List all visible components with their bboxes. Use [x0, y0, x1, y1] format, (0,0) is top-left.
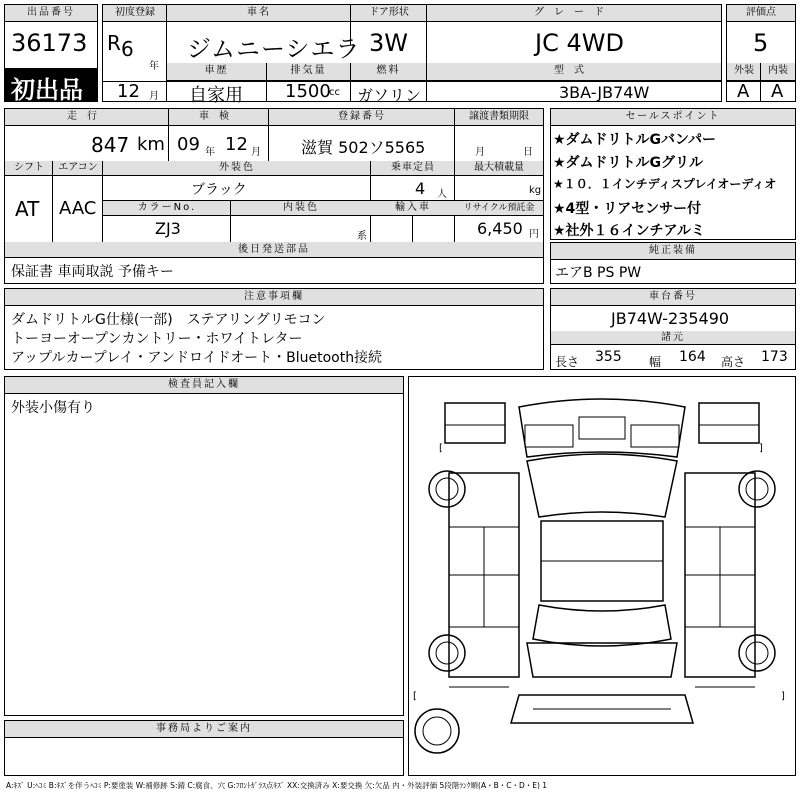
- hood-outline: [519, 399, 685, 457]
- equipment-value: エアB PS PW: [555, 265, 642, 281]
- era: R: [107, 31, 121, 55]
- equipment-box: [550, 242, 796, 284]
- score-value: 5: [753, 29, 769, 57]
- first-listing-text: 初出品: [11, 76, 83, 104]
- history-value: 自家用: [189, 85, 243, 106]
- notes-box: [4, 288, 544, 370]
- ac-value: AAC: [59, 198, 97, 219]
- length-value: 355: [595, 349, 622, 365]
- transfer-day: 日: [523, 147, 533, 158]
- score-label: 評価点: [727, 5, 795, 22]
- disp-label: 排気量: [267, 63, 350, 81]
- insp-month-unit: 月: [251, 147, 261, 158]
- length-label: 長さ: [555, 355, 580, 369]
- insp-month: 12: [225, 134, 248, 155]
- recycle-label: リサイクル預託金: [455, 201, 543, 216]
- mileage-unit: km: [137, 134, 165, 155]
- windshield-outline: [527, 454, 677, 517]
- sales-item: ★ダムドリトルGグリル: [553, 155, 704, 171]
- wheels: [415, 471, 775, 753]
- transfer-label: 譲渡書類期限: [455, 109, 543, 126]
- ext-grade: A: [737, 81, 750, 102]
- shift-value: AT: [15, 197, 40, 221]
- car-name: ジムニーシエラ: [187, 35, 361, 63]
- main-header-box: [102, 4, 722, 106]
- load-unit: kg: [529, 185, 542, 196]
- sales-item: ★ダムドリトルGバンパー: [553, 132, 717, 148]
- lot-number: 36173: [11, 29, 88, 57]
- chassis-box: [550, 288, 796, 370]
- transfer-month: 月: [475, 147, 485, 158]
- svg-text:]: ]: [759, 443, 763, 454]
- first-listing-badge: [5, 68, 97, 104]
- sales-item: ★社外１６インチアルミ: [553, 223, 705, 239]
- notes-line: ダムドリトルG仕様(一部) ステアリングリモコン: [11, 312, 326, 328]
- diagram-frame-lines: [445, 403, 759, 443]
- equipment-label: 純正装備: [551, 243, 795, 260]
- office-box: [4, 720, 404, 776]
- int-color-label: 内装色: [231, 201, 371, 216]
- lot-label: 出品番号: [5, 5, 97, 22]
- legend-text: A:ｷｽﾞ U:ﾍｺﾐ B:ｷｽﾞを伴うﾍｺﾐ P:要塗装 W:補修跡 S:錆 C:腐食、穴 G:ﾌﾛﾝﾄｶﾞﾗｽ点ｷｽﾞ XX:交換済み X:要交換 欠:欠品 内・外装評価 5段階ﾗﾝｸ順(A・B・C・D・E) 1: [6, 781, 548, 790]
- model-value: 3BA-JB74W: [559, 83, 650, 102]
- capacity-label: 乗車定員: [371, 161, 455, 176]
- plate-label: 登録番号: [269, 109, 455, 126]
- name-label: 車名: [167, 5, 351, 22]
- chassis-value: JB74W-235490: [611, 309, 730, 328]
- width-label: 幅: [649, 355, 662, 369]
- height-label: 高さ: [721, 355, 746, 369]
- load-label: 最大積載量: [455, 161, 543, 176]
- later-label: 後日発送部品: [5, 242, 543, 258]
- door-value: 3W: [369, 29, 408, 57]
- year-num: 6: [121, 37, 134, 61]
- width-value: 164: [679, 349, 706, 365]
- plate-value: 滋賀 502ソ5565: [301, 138, 426, 157]
- disp-value: 1500: [285, 81, 331, 102]
- ext-color-value: ブラック: [191, 182, 247, 198]
- notes-label: 注意事項欄: [5, 289, 543, 306]
- svg-text:[: [: [439, 443, 443, 454]
- color-no-value: ZJ3: [155, 219, 181, 238]
- fuel-label: 燃料: [351, 63, 426, 81]
- month-unit: 月: [149, 91, 159, 102]
- int-label: 内装: [761, 63, 795, 81]
- sales-item: ★4型・リアセンサー付: [553, 201, 702, 217]
- mileage-value: 847: [91, 133, 130, 157]
- grade-label: グレード: [427, 5, 721, 22]
- shift-label: シフト: [5, 161, 53, 176]
- inspector-box: [4, 376, 404, 716]
- model-label: 型式: [427, 63, 721, 81]
- chassis-label: 車台番号: [551, 289, 795, 306]
- int-color-unit: 系: [357, 231, 367, 242]
- capacity-value: 4: [415, 179, 426, 198]
- first-reg-label: 初度登録: [103, 5, 167, 22]
- car-diagram-box: [408, 376, 796, 776]
- inspection-label: 車検: [169, 109, 269, 126]
- ext-color-label: 外装色: [103, 161, 371, 176]
- svg-text:[: [: [413, 691, 417, 702]
- notes-line: アップルカープレイ・アンドロイドオート・Bluetooth接続: [11, 350, 383, 366]
- color-no-label: カラーNo.: [103, 201, 231, 216]
- capacity-unit: 人: [437, 189, 447, 200]
- int-grade: A: [771, 81, 784, 102]
- ext-label: 外装: [727, 63, 761, 81]
- height-value: 173: [761, 349, 788, 365]
- ac-label: エアコン: [53, 161, 103, 176]
- sales-item: ★１０．１インチディスプレイオーディオ: [553, 177, 777, 191]
- fuel-value: ガソリン: [357, 86, 422, 105]
- later-value: 保証書 車両取説 予備キー: [11, 264, 174, 280]
- notes-line: トーヨーオープンカントリー・ホワイトレター: [11, 331, 303, 347]
- grade-value: JC 4WD: [535, 29, 624, 57]
- insp-year: 09: [177, 134, 200, 155]
- history-label: 車歴: [167, 63, 266, 81]
- rear-glass-outline: [533, 605, 671, 646]
- vehicle-info-box: [4, 108, 544, 284]
- inspector-note: 外装小傷有り: [11, 400, 95, 416]
- car-diagram: [409, 377, 795, 775]
- recycle-unit: 円: [529, 229, 539, 240]
- office-label: 事務局よりご案内: [5, 721, 403, 738]
- door-label: ドア形状: [351, 5, 427, 22]
- sales-label: セールスポイント: [551, 109, 795, 126]
- lot-box: [4, 4, 98, 102]
- sales-points-box: [550, 108, 796, 240]
- recycle-value: 6,450: [477, 219, 523, 238]
- inspector-label: 検査員記入欄: [5, 377, 403, 394]
- disp-unit: cc: [329, 87, 340, 98]
- mileage-label: 走行: [5, 109, 169, 126]
- month-num: 12: [117, 81, 140, 102]
- year-unit: 年: [149, 61, 159, 72]
- insp-year-unit: 年: [205, 147, 215, 158]
- score-box: [726, 4, 796, 102]
- import-label: 輸入車: [371, 201, 455, 216]
- dims-label: 諸元: [551, 331, 795, 345]
- svg-text:]: ]: [781, 691, 785, 702]
